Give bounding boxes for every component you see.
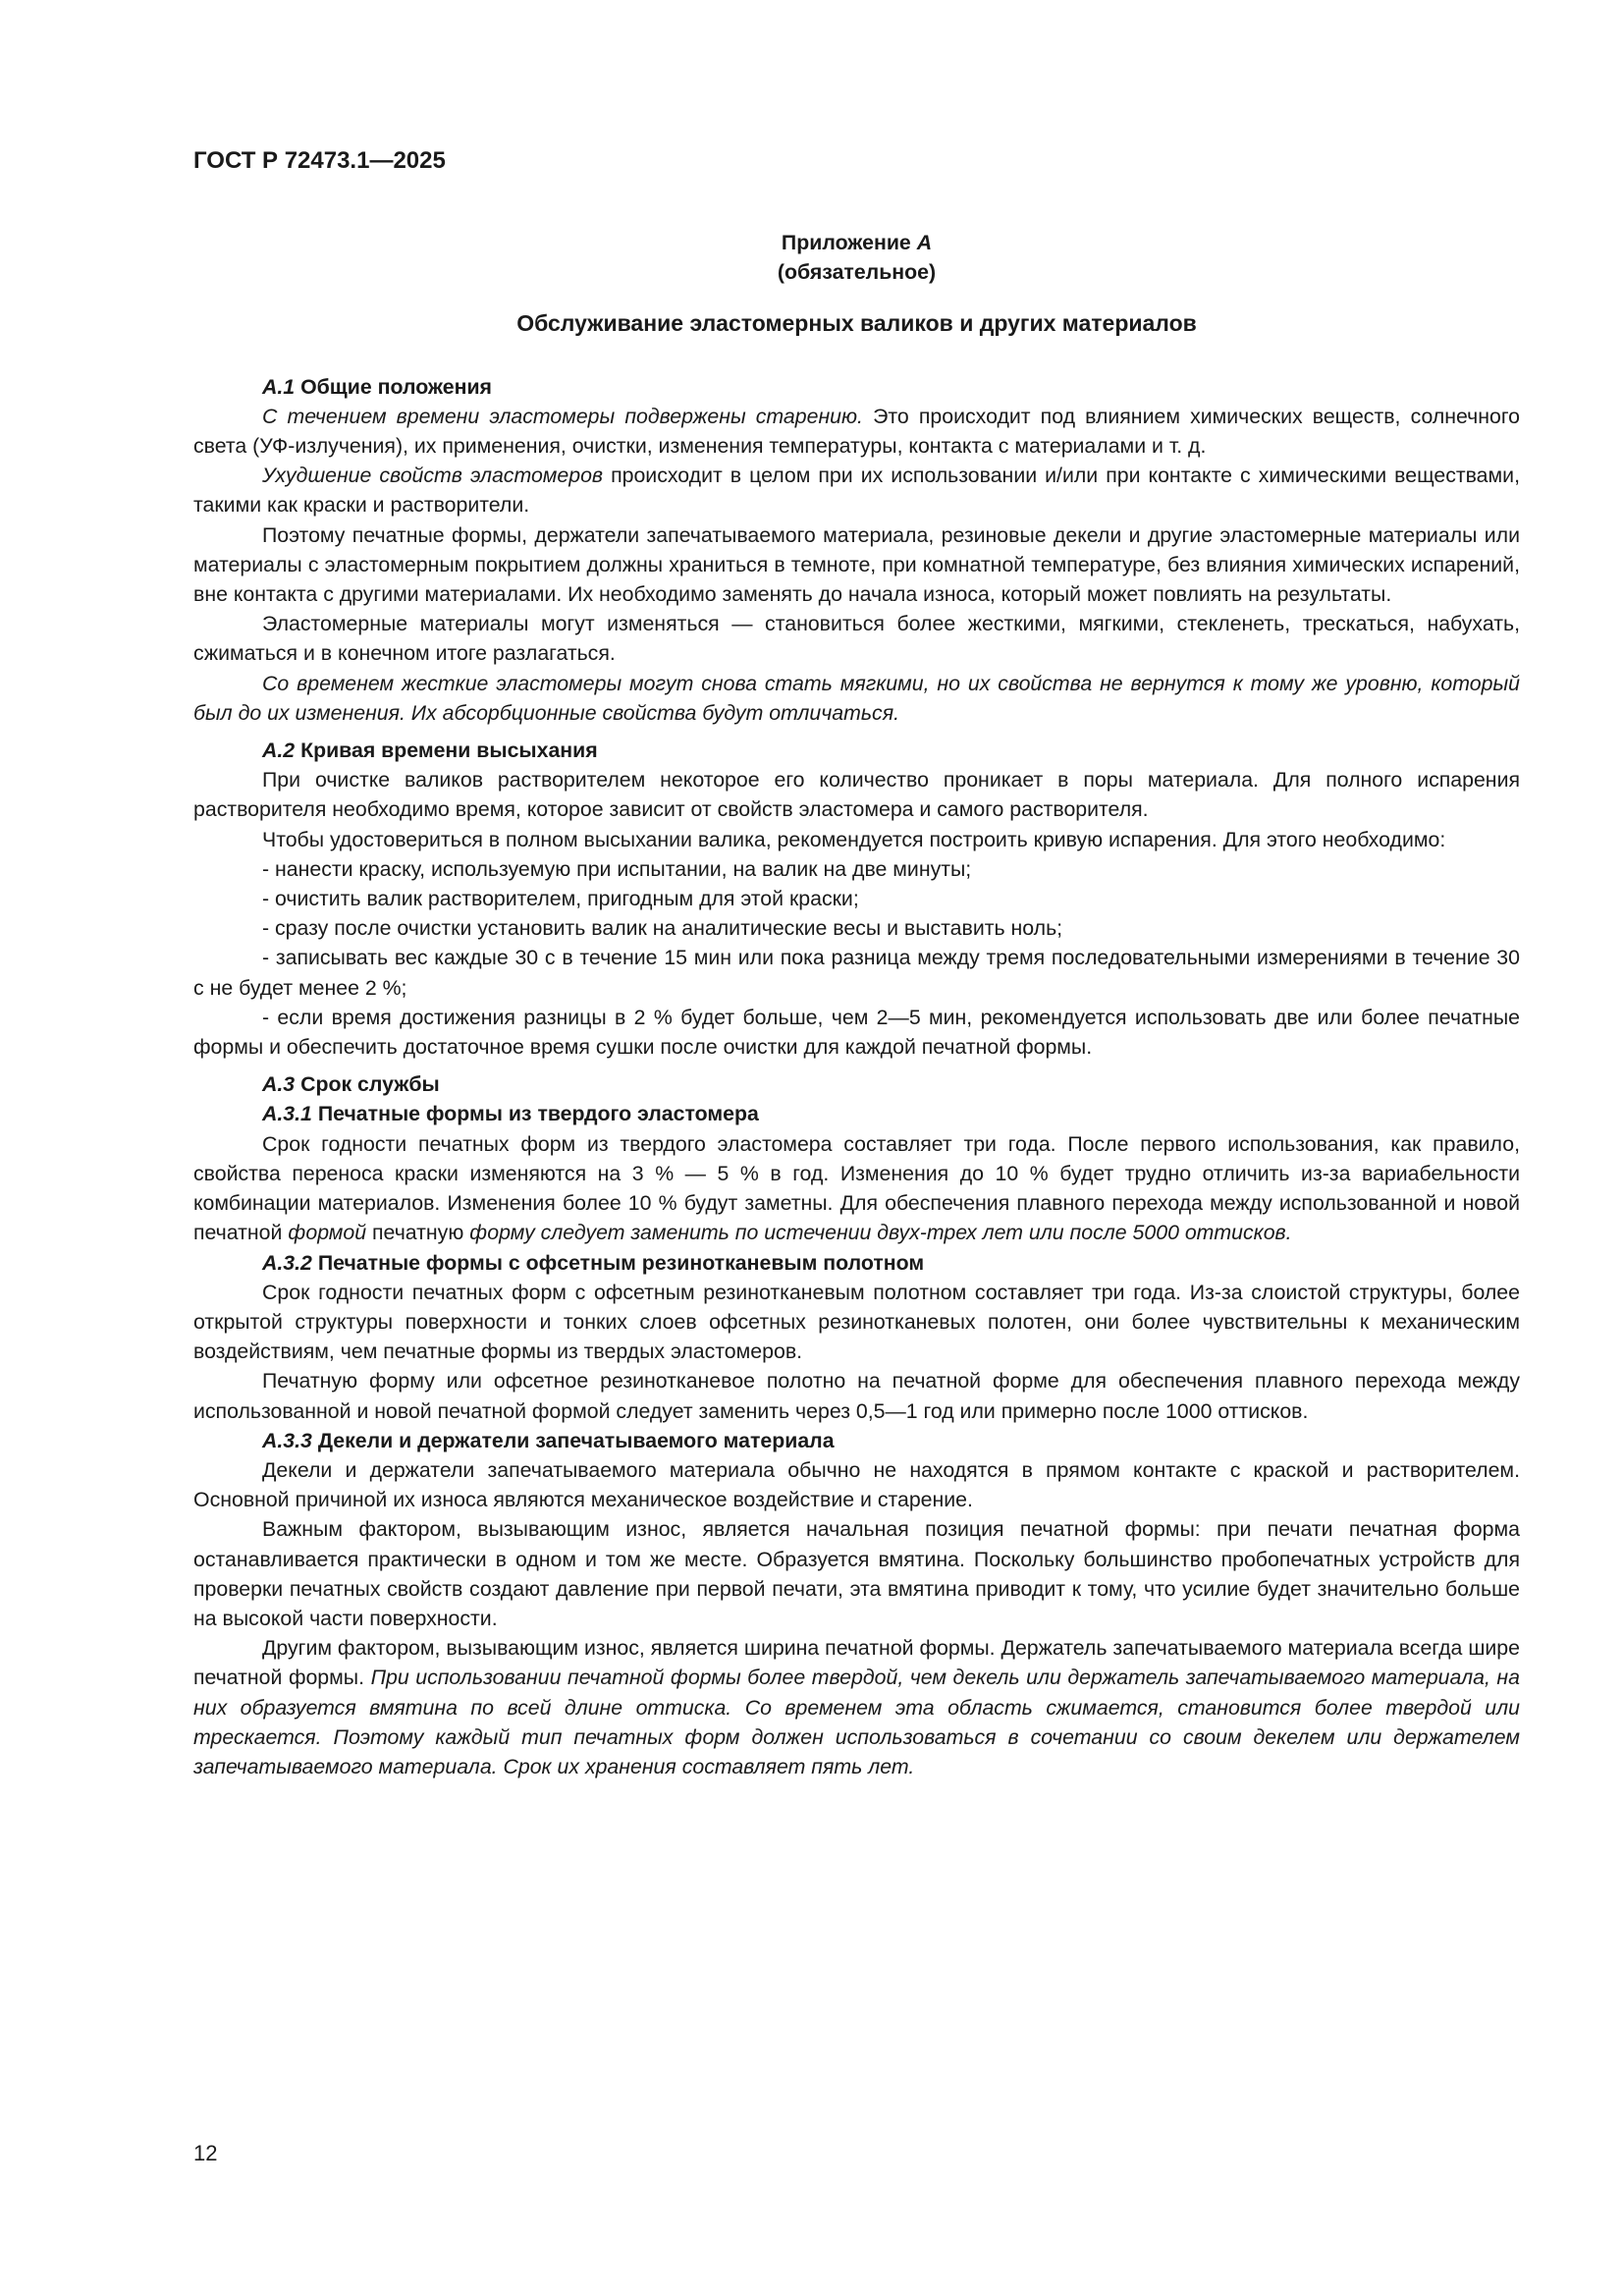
- paragraph: Печатную форму или офсетное резинотканевое полотно на печатной форме для обеспечения плавного перехода между использованной и новой печатной формой следует заменить через 0,5—1 год или примерно после 1000 оттисков.: [193, 1369, 1520, 1423]
- section-heading-a2: А.2 Кривая времени высыхания: [262, 738, 598, 763]
- list-item: - записывать вес каждые 30 с в течение 15 мин или пока разница между тремя последовательными измерениями в течение 30 с не будет менее 2 %;: [193, 946, 1520, 1000]
- annex-type: (обязательное): [777, 260, 937, 285]
- paragraph: Другим фактором, вызывающим износ, является ширина печатной формы. Держатель запечатываемого материала всегда шире печатной формы. При использовании печатной формы более твердой, чем декель или держатель запечатываемого материала, на них образуется вмятина по всей длине оттиска. Со временем эта область сжимается, становится более твердой или трескается. Поэтому каждый тип печатных форм должен использоваться в сочетании со своим декелем или держателем запечатываемого материала. Срок их хранения составляет пять лет.: [193, 1636, 1520, 1778]
- paragraph: Эластомерные материалы могут изменяться — становиться более жесткими, мягкими, стекленеть, трескаться, набухать, сжиматься и в конечном итоге разлагаться.: [193, 612, 1520, 666]
- subsection-heading-a32: А.3.2 Печатные формы с офсетным резинотканевым полотном: [262, 1250, 925, 1275]
- subsection-heading-a31: А.3.1 Печатные формы из твердого эластомера: [262, 1102, 759, 1126]
- paragraph: Срок годности печатных форм с офсетным резинотканевым полотном составляет три года. Из-за слоистой структуры, более открытой структуры поверхности и тонких слоев офсетных резинотканевых полотен, они более чувствительны к механическим воздействиям, чем печатные формы из твердых эластомеров.: [193, 1280, 1520, 1364]
- list-item: - если время достижения разницы в 2 % будет больше, чем 2—5 мин, рекомендуется использовать две или более печатные формы и обеспечить достаточное время сушки после очистки для каждой печатной формы.: [193, 1005, 1520, 1060]
- paragraph: Со временем жесткие эластомеры могут снова стать мягкими, но их свойства не вернутся к тому же уровню, который был до их изменения. Их абсорбционные свойства будут отличаться.: [193, 671, 1520, 725]
- page-number: 12: [193, 2141, 218, 2165]
- paragraph: Поэтому печатные формы, держатели запечатываемого материала, резиновые декели и другие эластомерные материалы или материалы с эластомерным покрытием должны храниться в темноте, при комнатной температуре, без влияния химических испарений, вне контакта с другими материалами. Их необходимо заменять до начала износа, который может повлиять на результаты.: [193, 522, 1520, 607]
- list-item: - нанести краску, используемую при испытании, на валик на две минуты;: [262, 856, 972, 881]
- list-item: - очистить валик растворителем, пригодным для этой краски;: [262, 887, 859, 911]
- document-header: ГОСТ Р 72473.1—2025: [193, 147, 446, 174]
- annex-label: Приложение А: [781, 231, 933, 254]
- paragraph: С течением времени эластомеры подвержены старению. Это происходит под влиянием химических веществ, солнечного света (УФ-излучения), их применения, очистки, изменения температуры, контакта с материалами и т. д.: [193, 404, 1521, 459]
- paragraph: Срок годности печатных форм из твердого эластомера составляет три года. После первого использования, как правило, свойства переноса краски изменяются на 3 % — 5 % в год. Изменения до 10 % будет трудно отличить из-за вариабельности комбинации материалов. Изменения более 10 % будут заметны. Для обеспечения плавного перехода между использованной и новой печатной формой печатную форму следует заменить по истечении двух-трех лет или после 5000 оттисков.: [193, 1131, 1520, 1245]
- document-body: [193, 228, 1520, 1781]
- paragraph: Ухудшение свойств эластомеров происходит в целом при их использовании и/или при контакте с химическими веществами, такими как краски и растворители.: [193, 464, 1520, 518]
- paragraph: Декели и держатели запечатываемого материала обычно не находятся в прямом контакте с краской и растворителем. Основной причиной их износа являются механическое воздействие и старение.: [193, 1457, 1520, 1512]
- paragraph: Важным фактором, вызывающим износ, является начальная позиция печатной формы: при печати печатная форма останавливается практически в одном и том же месте. Образуется вмятина. Поскольку большинство пробопечатных устройств для проверки печатных свойств создают давление при первой печати, эта вмятина приводит к тому, что усилие будет значительно больше на высокой части поверхности.: [193, 1517, 1520, 1630]
- section-heading-a3: А.3 Срок службы: [262, 1072, 440, 1097]
- section-heading-a1: А.1 Общие положения: [262, 374, 492, 399]
- subsection-heading-a33: А.3.3 Декели и держатели запечатываемого материала: [262, 1428, 835, 1452]
- list-item: - сразу после очистки установить валик на аналитические весы и выставить ноль;: [262, 916, 1063, 941]
- annex-title: Обслуживание эластомерных валиков и других материалов: [516, 310, 1197, 337]
- paragraph: При очистке валиков растворителем некоторое его количество проникает в поры материала. Для полного испарения растворителя необходимо время, которое зависит от свойств эластомера и самого растворителя.: [193, 768, 1520, 822]
- paragraph: Чтобы удостовериться в полном высыхании валика, рекомендуется построить кривую испарения. Для этого необходимо:: [262, 827, 1446, 851]
